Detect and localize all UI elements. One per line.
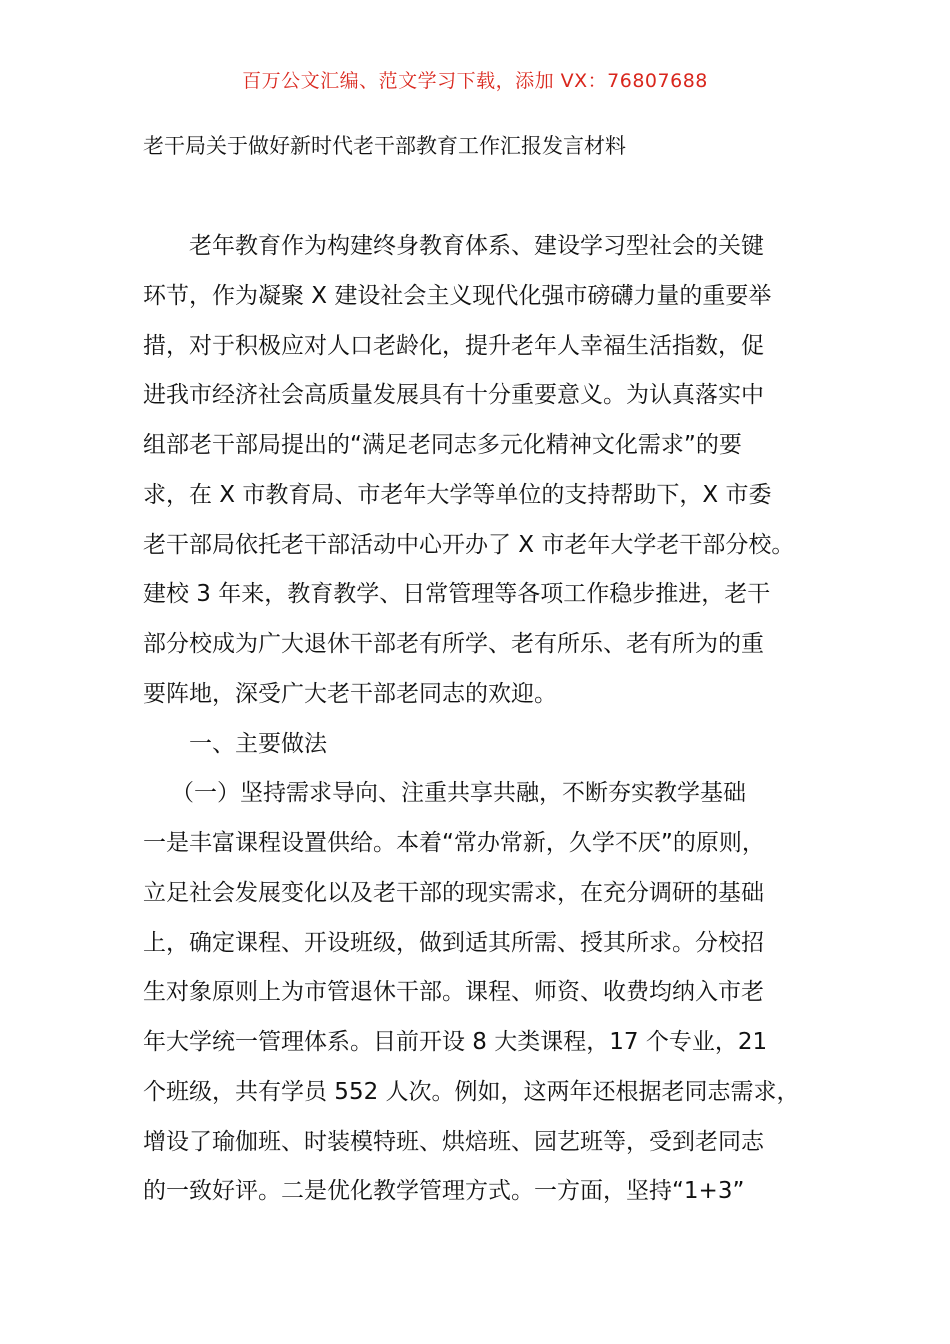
paragraph-line: 措，对于积极应对人口老龄化，提升老年人幸福生活指数，促 [143,332,764,359]
document-body [143,222,833,1217]
paragraph-line: 立足社会发展变化以及老干部的现实需求，在充分调研的基础 [143,879,764,906]
paragraph-line: 部分校成为广大退休干部老有所学、老有所乐、老有所为的重 [143,631,764,657]
paragraph-line: 个班级，共有学员 552 人次。例如，这两年还根据老同志需求， [143,1078,800,1105]
paragraph-line: 环节，作为凝聚 X 建设社会主义现代化强市磅礴力量的重要举 [143,282,772,309]
subsection-heading: （一）坚持需求导向、注重共享共融，不断夯实教学基础 [171,780,746,807]
paragraph-line: 进我市经济社会高质量发展具有十分重要意义。为认真落实中 [143,382,764,409]
paragraph-line: 组部老干部局提出的“满足老同志多元化精神文化需求”的要 [143,432,742,458]
paragraph-line: 一是丰富课程设置供给。本着“常办常新，久学不厌”的原则， [143,830,765,856]
paragraph-line: 建校 3 年来，教育教学、日常管理等各项工作稳步推进，老干 [143,581,771,608]
paragraph-line: 年大学统一管理体系。目前开设 8 大类课程，17 个专业，21 [143,1029,768,1055]
paragraph-line: 求，在 X 市教育局、市老年大学等单位的支持帮助下，X 市委 [143,481,772,508]
paragraph-line: 增设了瑜伽班、时装模特班、烘焙班、园艺班等，受到老同志 [143,1128,764,1155]
paragraph-line: 老年教育作为构建终身教育体系、建设学习型社会的关键 [189,233,764,259]
paragraph-line: 的一致好评。二是优化教学管理方式。一方面，坚持“1+3” [143,1178,745,1205]
paragraph-line: 上，确定课程、开设班级，做到适其所需、授其所求。分校招 [143,929,764,956]
paragraph-line: 要阵地，深受广大老干部老同志的欢迎。 [143,680,557,707]
document-title: 老干局关于做好新时代老干部教育工作汇报发言材料 [143,134,626,158]
section-heading: 一、主要做法 [189,730,327,757]
paragraph-line: 生对象原则上为市管退休干部。课程、师资、收费均纳入市老 [143,979,764,1006]
header-watermark-note: 百万公文汇编、范文学习下载，添加 VX：76807688 [242,70,708,92]
paragraph-line: 老干部局依托老干部活动中心开办了 X 市老年大学老干部分校。 [143,531,795,558]
